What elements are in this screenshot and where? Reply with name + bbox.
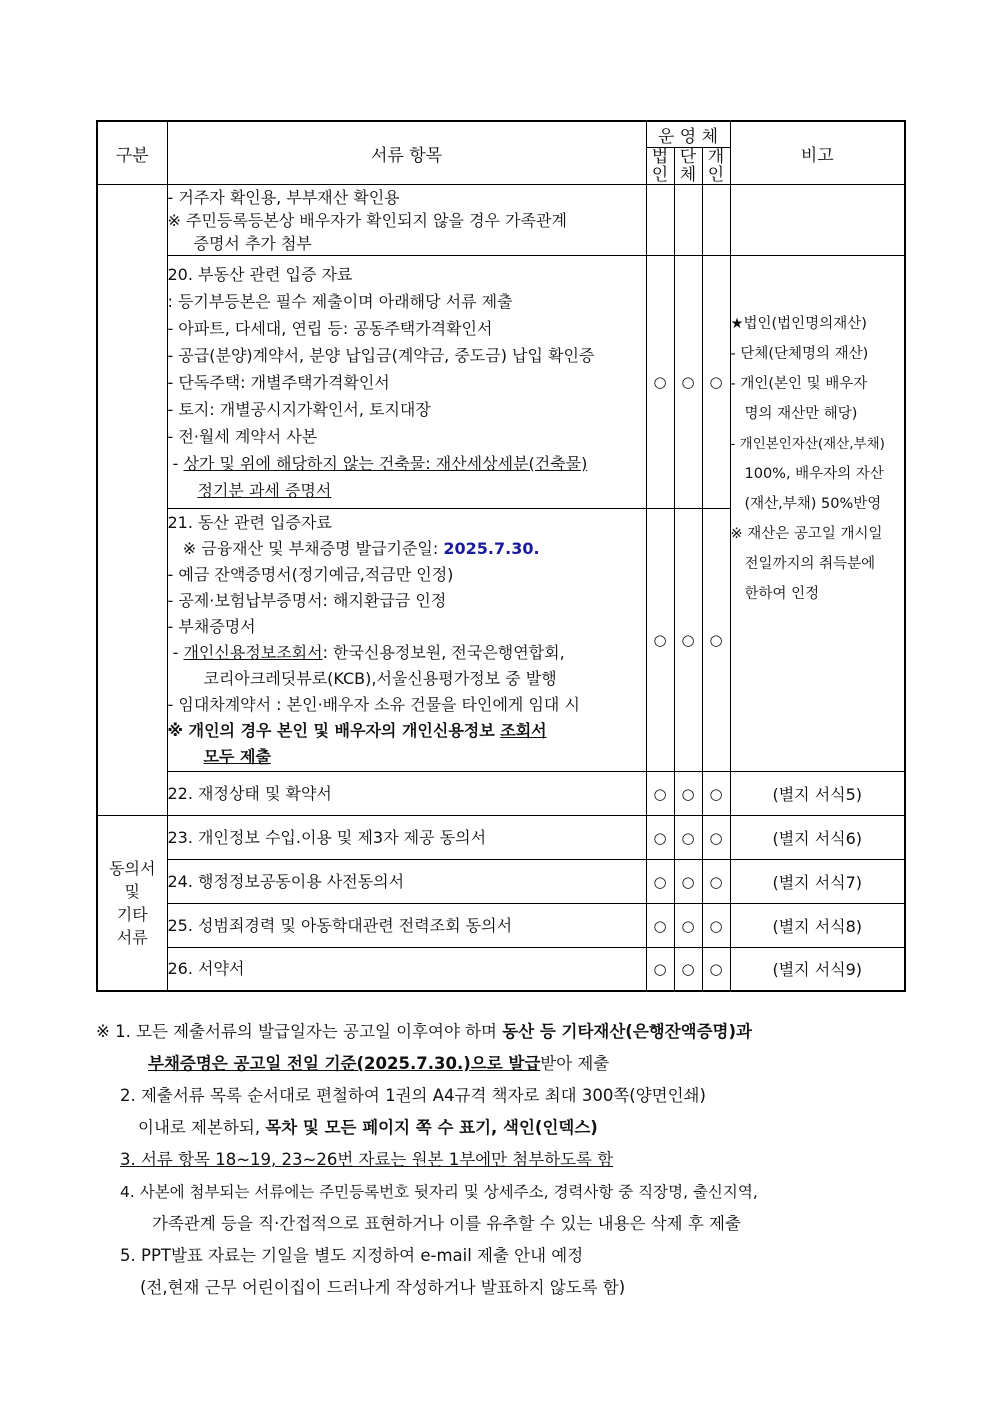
group-label-line: 기타 xyxy=(116,904,148,924)
item-20 xyxy=(167,256,646,509)
category-consent xyxy=(97,816,167,991)
mark-individual: ○ xyxy=(702,772,730,816)
mark-group: ○ xyxy=(674,816,702,860)
remark-line: ※ 재산은 공고일 개시일 xyxy=(730,525,883,542)
footnote-2b xyxy=(96,1112,916,1144)
header-operator: 운 영 체 xyxy=(646,121,730,148)
building-tax-text-2: 정기분 과세 증명서 xyxy=(197,480,332,500)
footnote-5b: (전,현재 근무 어린이집이 드러나게 작성하거나 발표하지 않도록 함) xyxy=(140,1278,626,1297)
mark-corp: ○ xyxy=(646,509,674,772)
footnote-5: 5. PPT발표 자료는 기일을 별도 지정하여 e-mail 제출 안내 예정 xyxy=(120,1246,584,1265)
building-tax-text: 상가 및 위에 해당하지 않는 건축물: 재산세상세분(건축물) xyxy=(183,453,588,473)
footnote-bold: 목차 및 모든 페이지 쪽 수 표기, 색인(인덱스) xyxy=(265,1118,598,1137)
remark-line: 전일까지의 취득분에 xyxy=(744,555,876,572)
form-note: (별지 서식9) xyxy=(730,948,905,991)
mark-corp: ○ xyxy=(646,816,674,860)
item-line xyxy=(168,536,646,562)
header-corp: 법 인 xyxy=(646,148,674,185)
footnote-3 xyxy=(96,1144,916,1176)
item-line: - 상가 및 위에 해당하지 않는 건축물: 재산세상세분(건축물) xyxy=(167,453,588,473)
header-remarks: 비고 xyxy=(730,121,905,185)
item-21 xyxy=(167,509,646,772)
footnote-2: 2. 제출서류 목록 순서대로 편철하여 1권의 A4규격 책자로 최대 300쪽(양면인쇄) xyxy=(120,1086,706,1105)
item-19 xyxy=(167,185,646,256)
remark-line: - 개인본인자산(재산,부채) xyxy=(730,435,885,452)
item-line: - 토지: 개별공시지가확인서, 토지대장 xyxy=(167,399,431,419)
mark-group: ○ xyxy=(674,904,702,948)
item-line: 코리아크레딧뷰로(KCB),서울신용평가정보 중 발행 xyxy=(203,669,557,688)
remarks-assets xyxy=(730,256,905,772)
mark-corp: ○ xyxy=(646,256,674,509)
bold-note: ※ 개인의 경우 본인 및 배우자의 개인신용정보 xyxy=(167,721,501,740)
remark-line: ★법인(법인명의재산) xyxy=(730,315,867,332)
remark-line: (재산,부채) 50%반영 xyxy=(744,495,882,512)
footnote-text: ※ 1. 모든 제출서류의 발급일자는 공고일 이후여야 하며 xyxy=(96,1022,503,1041)
category-empty xyxy=(97,185,167,816)
item-line: - 개인신용정보조회서: 한국신용정보원, 전국은행연합회, xyxy=(167,643,565,662)
item-line: - 부채증명서 xyxy=(167,617,256,636)
mark-corp: ○ xyxy=(646,904,674,948)
item-line xyxy=(168,477,646,504)
footnote-text: 받아 제출 xyxy=(540,1054,610,1073)
form-note: (별지 서식5) xyxy=(730,772,905,816)
document-table xyxy=(96,120,906,992)
remark-line: 한하여 인정 xyxy=(744,585,820,602)
mark-cell xyxy=(646,185,674,256)
item-line xyxy=(168,744,646,770)
group-label-line: 및 xyxy=(124,881,140,901)
remarks-cell xyxy=(730,185,905,256)
item-line: - 거주자 확인용, 부부재산 확인용 xyxy=(167,187,400,207)
bold-note-2: 모두 제출 xyxy=(203,747,271,766)
item-line: - 공제·보험납부증명서: 해지환급금 인정 xyxy=(167,591,447,610)
item-line: - 공급(분양)계약서, 분양 납입금(계약금, 중도금) 납입 확인증 xyxy=(167,345,595,365)
credit-report-label: 개인신용정보조회서 xyxy=(183,643,323,662)
bold-note-underlined: 조회서 xyxy=(500,721,547,740)
item-line: - 전·월세 계약서 사본 xyxy=(167,426,318,446)
item-line: - 임대차계약서 : 본인·배우자 소유 건물을 타인에게 임대 시 xyxy=(167,695,580,714)
header-items: 서류 항목 xyxy=(167,121,646,185)
header-group: 단 체 xyxy=(674,148,702,185)
item-22: 22. 재정상태 및 확약서 xyxy=(167,772,646,816)
mark-individual: ○ xyxy=(702,509,730,772)
item-23: 23. 개인정보 수입.이용 및 제3자 제공 동의서 xyxy=(167,816,646,860)
item-line: - 예금 잔액증명서(정기예금,적금만 인정) xyxy=(167,565,454,584)
item-25: 25. 성범죄경력 및 아동학대관련 전력조회 동의서 xyxy=(167,904,646,948)
group-label-line: 동의서 xyxy=(109,858,156,878)
footnote-4b: 가족관계 등을 직·간접적으로 표현하거나 이를 유추할 수 있는 내용은 삭제 후 제출 xyxy=(152,1214,741,1233)
item-line: - 단독주택: 개별주택가격확인서 xyxy=(167,372,390,392)
footnote-bold: 동산 등 기타재산(은행잔액증명)과 xyxy=(502,1022,752,1041)
mark-group: ○ xyxy=(674,860,702,904)
date-prefix: ※ 금융재산 및 부채증명 발급기준일: xyxy=(167,539,444,558)
mark-group: ○ xyxy=(674,509,702,772)
remark-line: 100%, 배우자의 자산 xyxy=(744,465,884,482)
mark-group: ○ xyxy=(674,772,702,816)
item-line: : 등기부등본은 필수 제출이며 아래해당 서류 제출 xyxy=(167,291,513,311)
mark-individual: ○ xyxy=(702,816,730,860)
mark-individual: ○ xyxy=(702,860,730,904)
mark-group: ○ xyxy=(674,948,702,991)
item-line: ※ 주민등록등본상 배우자가 확인되지 않을 경우 가족관계 xyxy=(167,210,567,230)
item-line: - 아파트, 다세대, 연립 등: 공동주택가격확인서 xyxy=(167,318,493,338)
footnotes xyxy=(96,1016,916,1304)
form-note: (별지 서식8) xyxy=(730,904,905,948)
form-note: (별지 서식7) xyxy=(730,860,905,904)
issue-date: 2025.7.30. xyxy=(443,539,540,558)
mark-individual: ○ xyxy=(702,948,730,991)
remark-line: - 단체(단체명의 재산) xyxy=(730,345,869,362)
footnote-text: 이내로 제본하되, xyxy=(138,1118,266,1137)
mark-corp: ○ xyxy=(646,948,674,991)
form-note: (별지 서식6) xyxy=(730,816,905,860)
item-line xyxy=(168,718,646,744)
item-26: 26. 서약서 xyxy=(167,948,646,991)
mark-corp: ○ xyxy=(646,860,674,904)
footnote-1b xyxy=(96,1048,916,1080)
header-category: 구분 xyxy=(97,121,167,185)
item-line: 증명서 추가 첨부 xyxy=(193,233,312,253)
header-individual: 개 인 xyxy=(702,148,730,185)
group-label-line: 서류 xyxy=(116,927,148,947)
remark-line: - 개인(본인 및 배우자 xyxy=(730,375,868,392)
item-line: 20. 부동산 관련 입증 자료 xyxy=(167,264,353,284)
footnote-bold-underlined: 부채증명은 공고일 전일 기준(2025.7.30.)으로 발급 xyxy=(148,1054,541,1073)
footnote-4: 4. 사본에 첨부되는 서류에는 주민등록번호 뒷자리 및 상세주소, 경력사항 중 직장명, 출신지역, xyxy=(120,1183,758,1201)
mark-individual: ○ xyxy=(702,256,730,509)
mark-group: ○ xyxy=(674,256,702,509)
mark-cell xyxy=(674,185,702,256)
credit-report-issuers: : 한국신용정보원, 전국은행연합회, xyxy=(322,643,565,662)
item-24: 24. 행정정보공동이용 사전동의서 xyxy=(167,860,646,904)
mark-cell xyxy=(702,185,730,256)
mark-corp: ○ xyxy=(646,772,674,816)
item-line: 21. 동산 관련 입증자료 xyxy=(167,513,332,532)
footnote-1 xyxy=(96,1016,916,1048)
footnote-underlined: 3. 서류 항목 18~19, 23~26번 자료는 원본 1부에만 첨부하도록 함 xyxy=(120,1150,614,1169)
remark-line: 명의 재산만 해당) xyxy=(744,405,858,422)
mark-individual: ○ xyxy=(702,904,730,948)
